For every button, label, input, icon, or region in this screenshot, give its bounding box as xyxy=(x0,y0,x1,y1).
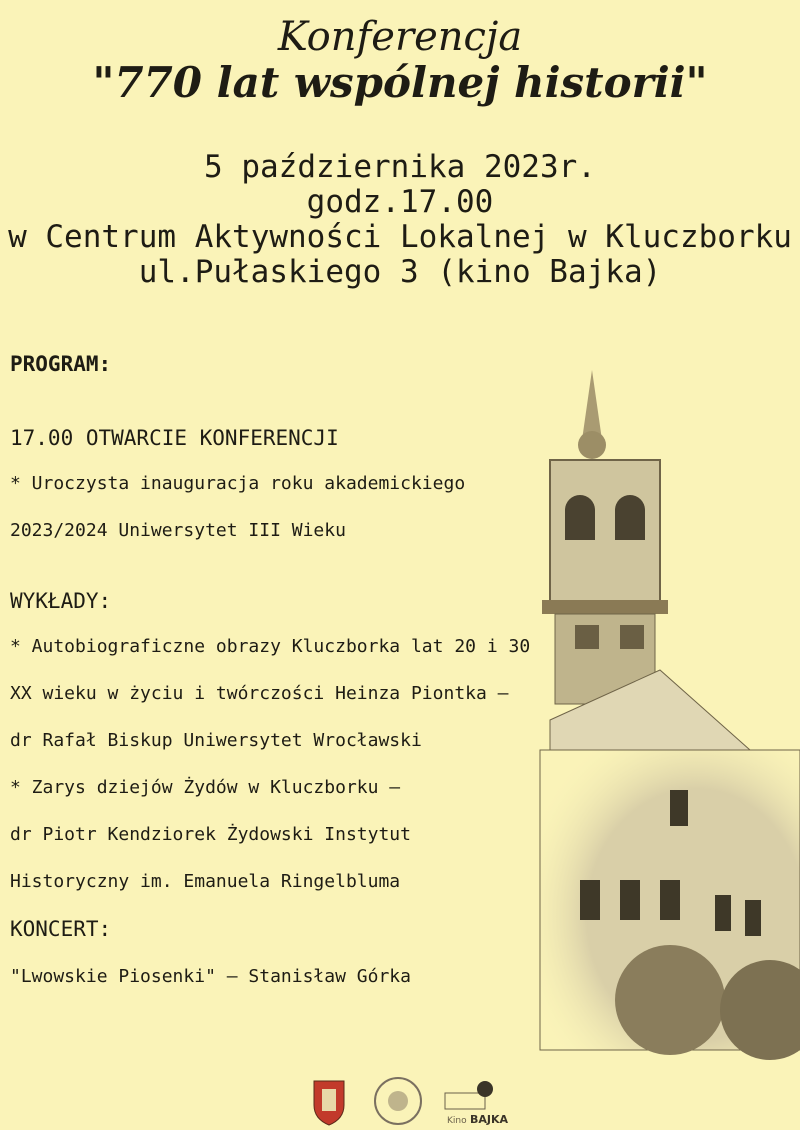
lecture2-line3: Historyczny im. Emanuela Ringelbluma xyxy=(10,871,401,892)
lecture1-line2: XX wieku w życiu i twórczości Heinza Piontka – xyxy=(10,683,509,704)
program-heading: PROGRAM: xyxy=(10,352,112,376)
sponsor-logos xyxy=(310,1075,540,1127)
event-time: godz.17.00 xyxy=(306,184,494,220)
program-inauguration-line2: 2023/2024 Uniwersytet III Wieku xyxy=(10,520,346,541)
program-inauguration-line1: * Uroczysta inauguracja roku akademickiego xyxy=(10,473,466,494)
town-hall-illustration xyxy=(520,360,800,1080)
kluczbork-coat-of-arms-icon xyxy=(314,1081,344,1125)
concert-item: "Lwowskie Piosenki" – Stanisław Górka xyxy=(10,966,411,987)
poster-title-line2: "770 lat wspólnej historii" xyxy=(92,58,708,107)
kino-text: Kino xyxy=(447,1116,467,1126)
concert-heading: KONCERT: xyxy=(10,917,112,941)
lectures-heading: WYKŁADY: xyxy=(10,589,112,613)
event-info xyxy=(0,150,800,290)
event-address: ul.Pułaskiego 3 (kino Bajka) xyxy=(138,254,662,290)
event-place: w Centrum Aktywności Lokalnej w Kluczborku xyxy=(8,219,792,255)
lecture2-line1: * Zarys dziejów Żydów w Kluczborku – xyxy=(10,777,401,798)
kino-bajka-logo xyxy=(445,1081,509,1126)
lecture2-line2: dr Piotr Kendziorek Żydowski Instytut xyxy=(10,824,411,845)
bajka-text: BAJKA xyxy=(470,1113,509,1126)
poster-title-line1: Konferencja xyxy=(277,14,523,60)
event-date: 5 października 2023r. xyxy=(204,149,596,185)
university-third-age-logo-icon xyxy=(375,1078,421,1124)
lecture1-line1: * Autobiograficzne obrazy Kluczborka lat 20 i 30 xyxy=(10,636,531,657)
program-opening: 17.00 OTWARCIE KONFERENCJI xyxy=(10,426,339,450)
lecture1-line3: dr Rafał Biskup Uniwersytet Wrocławski xyxy=(10,730,422,751)
